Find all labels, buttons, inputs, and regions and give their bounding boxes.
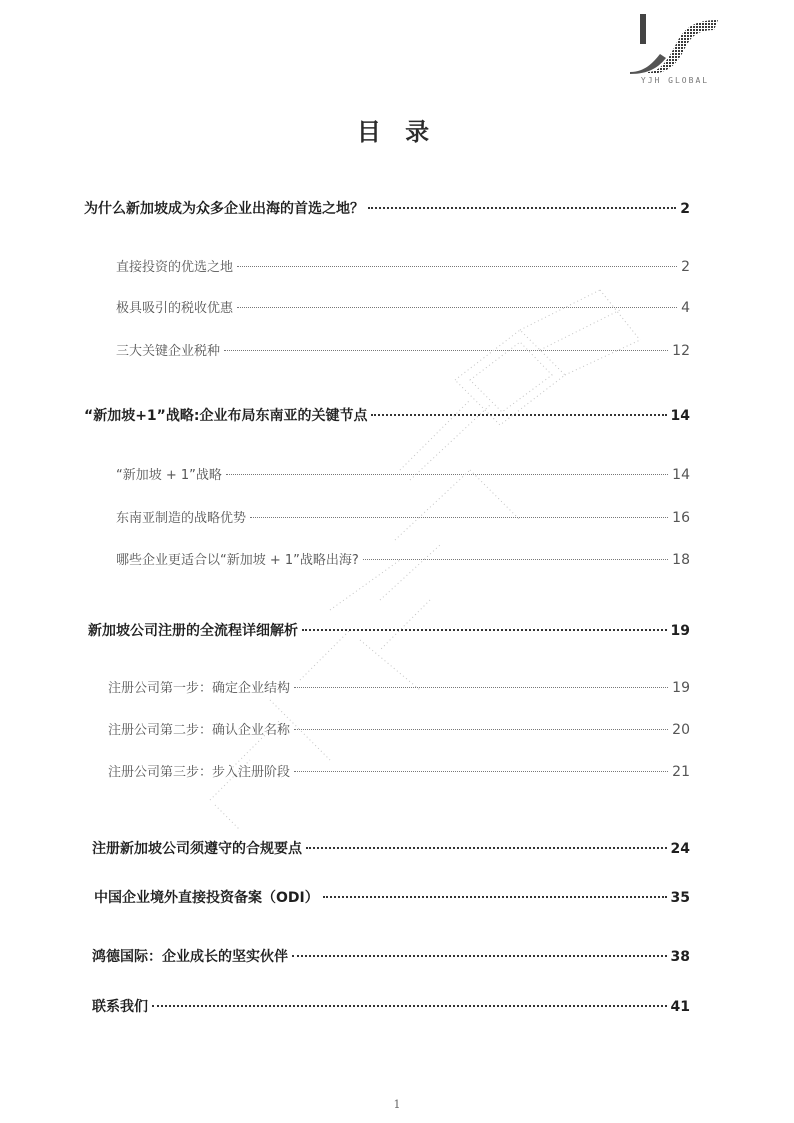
toc-entry-page: 14 — [670, 408, 690, 424]
toc-leader-dots — [237, 307, 677, 308]
toc-entry[interactable] — [108, 677, 690, 696]
toc-entry[interactable] — [94, 887, 690, 907]
toc-leader-dots — [226, 474, 668, 475]
toc-entry-label: 联系我们 — [92, 999, 148, 1015]
toc-entry-page: 2 — [681, 259, 690, 275]
toc-entry-page: 19 — [672, 680, 690, 696]
toc-entry-label: 中国企业境外直接投资备案（ODI） — [94, 890, 319, 906]
toc-entry-page: 38 — [670, 949, 690, 965]
stylized-s-wave-logo-icon — [630, 14, 720, 76]
toc-entry[interactable] — [92, 946, 690, 966]
toc-entry-label: 三大关键企业税种 — [116, 344, 221, 359]
toc-leader-dots — [294, 687, 668, 688]
toc-leader-dots — [306, 847, 667, 849]
toc-entry-page: 2 — [680, 201, 690, 217]
toc-leader-dots — [371, 414, 666, 416]
page-title: 目 录 — [356, 118, 438, 146]
toc-entry[interactable] — [92, 996, 690, 1016]
toc-entry[interactable] — [116, 549, 690, 568]
toc-entry-page: 16 — [672, 510, 690, 526]
toc-entry[interactable] — [84, 405, 690, 425]
logo-caption: YJH GLOBAL — [640, 76, 710, 85]
toc-leader-dots — [302, 629, 667, 631]
toc-entry[interactable] — [116, 297, 690, 316]
toc-entry-page: 35 — [670, 890, 690, 906]
toc-entry[interactable] — [116, 256, 690, 275]
toc-entry-page: 24 — [670, 841, 690, 857]
toc-entry[interactable] — [84, 198, 690, 218]
toc-leader-dots — [250, 517, 668, 518]
toc-entry-page: 41 — [670, 999, 690, 1015]
toc-entry-label: 哪些企业更适合以“新加坡 + 1”战略出海? — [116, 553, 359, 568]
toc-entry-label: 注册公司第一步：确定企业结构 — [108, 681, 291, 696]
toc-entry-page: 4 — [681, 300, 690, 316]
toc-entry-page: 19 — [670, 623, 690, 639]
toc-entry-label: 注册新加坡公司须遵守的合规要点 — [92, 841, 302, 857]
toc-entry-page: 12 — [672, 343, 690, 359]
toc-leader-dots — [237, 266, 677, 267]
toc-entry-label: 注册公司第三步：步入注册阶段 — [108, 765, 291, 780]
toc-leader-dots — [323, 896, 667, 898]
toc-entry[interactable] — [108, 761, 690, 780]
company-logo — [630, 14, 720, 90]
toc-entry-label: 鸿德国际：企业成长的坚实伙伴 — [92, 949, 288, 965]
toc-entry-page: 18 — [672, 552, 690, 568]
toc-entry[interactable] — [88, 620, 690, 640]
toc-entry-label: 直接投资的优选之地 — [116, 260, 234, 275]
toc-entry[interactable] — [116, 464, 690, 483]
page-number: 1 — [393, 1098, 401, 1111]
toc-leader-dots — [292, 955, 667, 957]
toc-entry[interactable] — [116, 340, 690, 359]
toc-entry-label: 东南亚制造的战略优势 — [116, 511, 247, 526]
toc-entry[interactable] — [108, 719, 690, 738]
toc-leader-dots — [294, 729, 668, 730]
toc-entry-label: 新加坡公司注册的全流程详细解析 — [88, 623, 298, 639]
toc-leader-dots — [368, 207, 676, 209]
toc-entry[interactable] — [92, 838, 690, 858]
toc-entry-label: 为什么新加坡成为众多企业出海的首选之地？ — [84, 201, 364, 217]
toc-entry-label: “新加坡 + 1”战略 — [116, 468, 222, 483]
toc-entry-page: 20 — [672, 722, 690, 738]
toc-leader-dots — [363, 559, 668, 560]
toc-leader-dots — [224, 350, 668, 351]
toc-entry-label: 注册公司第二步：确认企业名称 — [108, 723, 291, 738]
toc-entry-label: 极具吸引的税收优惠 — [116, 301, 234, 316]
toc-entry-label: “新加坡+1”战略:企业布局东南亚的关键节点 — [84, 408, 368, 424]
toc-entry-page: 14 — [672, 467, 690, 483]
toc-leader-dots — [152, 1005, 667, 1007]
toc-entry-page: 21 — [672, 764, 690, 780]
toc-leader-dots — [294, 771, 668, 772]
toc-entry[interactable] — [116, 507, 690, 526]
